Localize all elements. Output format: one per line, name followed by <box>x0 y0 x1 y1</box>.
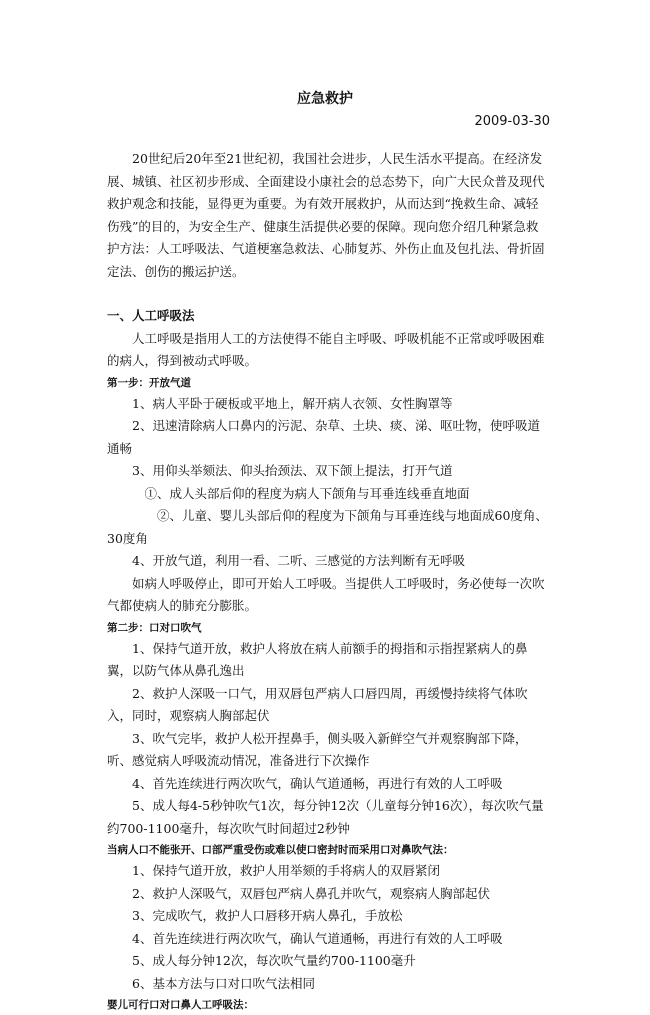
section-heading: 一、人工呼吸法 <box>107 308 195 323</box>
list-item: 6、基本方法与口对口吹气法相同 <box>132 975 315 991</box>
step1-note: 如病人呼吸停止，即可开始人工呼吸。当提供人工呼吸时，务必使每一次吹气都使病人的肺充分膨胀。 <box>107 575 545 613</box>
list-item: 1、保持气道开放，救护人将放在病人前额手的拇指和示指捏紧病人的鼻翼，以防气体从鼻孔逸出 <box>107 640 528 678</box>
list-item: 4、首先连续进行两次吹气，确认气道通畅，再进行有效的人工呼吸 <box>132 775 503 791</box>
intro-paragraph: 20世纪后20年至21世纪初，我国社会进步，人民生活水平提高。在经济发展、城镇、社区初步形成、全面建设小康社会的总态势下，向广大民众普及现代救护观念和技能，显得更为重要。为有效开展救护，从而达到“挽救生命、减轻伤残”的目的，为安全生产、健康生活提供必要的保障。现向您介绍几种紧急救护方法：人工呼吸法、气道梗塞急救法、心肺复苏、外伤止血及包扎法、骨折固定法、创伤的搬运护送。 <box>107 151 545 279</box>
step2-heading: 第二步：口对口吹气 <box>107 621 202 634</box>
sub-list-item: ②、儿童、婴儿头部后仰的程度为下颌角与耳垂连线与地面成60度角、30度角 <box>107 508 548 546</box>
mouth-to-nose-heading: 当病人口不能张开、口部严重受伤或难以使口密封时而采用口对鼻吹气法： <box>107 844 454 856</box>
infant-heading: 婴儿可行口对口鼻人工呼吸法： <box>107 999 254 1011</box>
list-item: 3、吹气完毕，救护人松开捏鼻手，侧头吸入新鲜空气并观察胸部下降，听、感觉病人呼吸流动情况，准备进行下次操作 <box>107 730 528 768</box>
list-item: 5、成人每4-5秒钟吹气1次，每分钟12次（儿童每分钟16次），每次吹气量约700-1100毫升，每次吹气时间超过2秒钟 <box>107 798 544 836</box>
list-item: 5、成人每分钟12次，每次吹气量约700-1100毫升 <box>132 953 416 968</box>
list-item: 2、迅速清除病人口鼻内的污泥、杂草、土块、痰、涕、呕吐物，使呼吸道通畅 <box>107 418 540 456</box>
list-item: 2、救护人深吸气，双唇包严病人鼻孔并吹气，观察病人胸部起伏 <box>132 885 490 901</box>
list-item: 3、完成吹气，救护人口唇移开病人鼻孔，手放松 <box>132 908 403 923</box>
section-description: 人工呼吸是指用人工的方法使得不能自主呼吸、呼吸机能不正常或呼吸困难的病人，得到被动式呼吸。 <box>107 330 545 368</box>
document-body <box>107 148 549 1015</box>
list-item: 2、救护人深吸一口气，用双唇包严病人口唇四周，再缓慢持续将气体吹入，同时，观察病人胸部起伏 <box>107 685 528 723</box>
document-title: 应急救护 <box>297 91 353 107</box>
list-item: 4、首先连续进行两次吹气，确认气道通畅，再进行有效的人工呼吸 <box>132 930 503 946</box>
list-item: 4、开放气道，利用一看、二听、三感觉的方法判断有无呼吸 <box>132 553 465 568</box>
sub-list-item: ①、成人头部后仰的程度为病人下颌角与耳垂连线垂直地面 <box>144 485 470 501</box>
step1-heading: 第一步：开放气道 <box>107 376 191 389</box>
list-item: 3、用仰头举颏法、仰头抬颈法、双下颌上提法，打开气道 <box>132 463 453 478</box>
list-item: 1、保持气道开放，救护人用举颏的手将病人的双唇紧闭 <box>132 863 440 878</box>
list-item: 1、病人平卧于硬板或平地上，解开病人衣领、女性胸罩等 <box>132 395 453 411</box>
document-date: 2009-03-30 <box>474 114 550 129</box>
